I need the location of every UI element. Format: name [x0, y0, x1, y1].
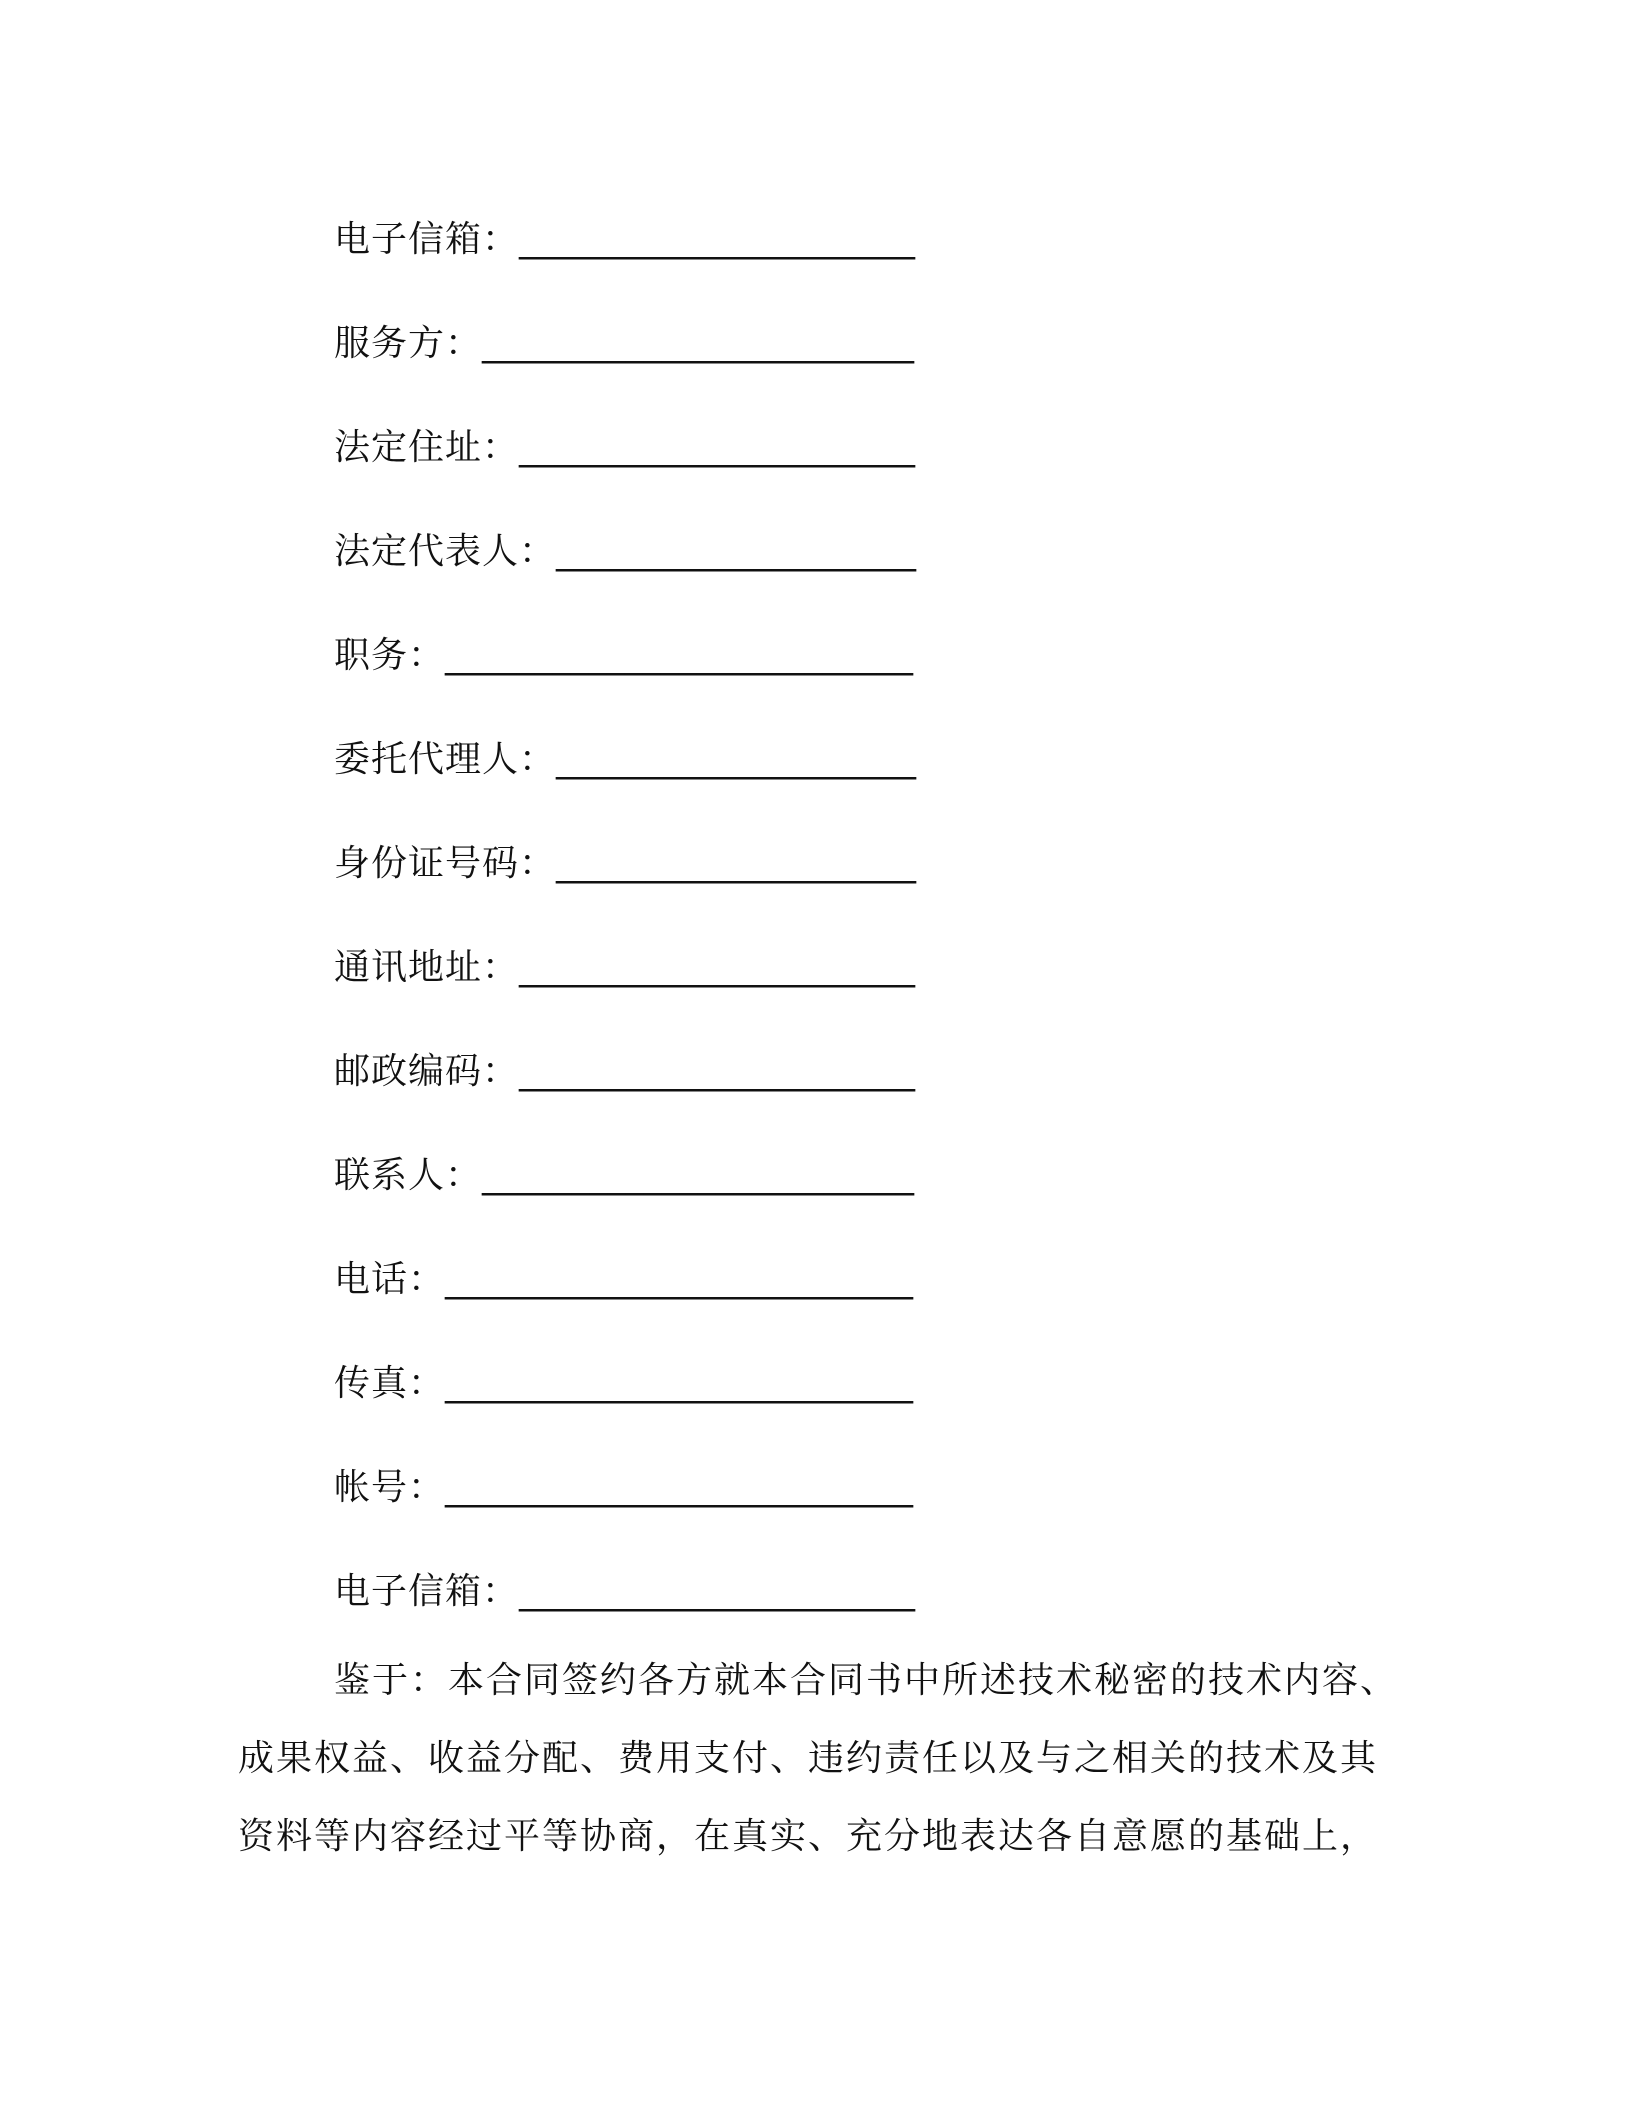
field-label: 委托代理人：: [334, 739, 557, 780]
field-label: 法定代表人：: [334, 531, 557, 572]
field-row-service-party: [334, 292, 1334, 396]
field-row-legal-representative: [334, 500, 1334, 604]
field-label: 电子信箱：: [334, 219, 520, 260]
field-label: 法定住址：: [334, 427, 520, 468]
field-label: 身份证号码：: [334, 843, 557, 884]
field-row-email-2: [334, 1540, 1334, 1644]
field-blank-line: __________________________: [445, 635, 914, 676]
field-label: 服务方：: [334, 323, 483, 364]
field-row-fax: [334, 1332, 1334, 1436]
field-label: 电子信箱：: [334, 1571, 520, 1612]
field-blank-line: ______________________: [519, 219, 916, 260]
field-row-account-number: [334, 1436, 1334, 1540]
field-blank-line: ____________________: [556, 843, 917, 884]
contract-party-fields: [334, 188, 1334, 1644]
field-row-phone: [334, 1228, 1334, 1332]
field-blank-line: ______________________: [519, 427, 916, 468]
field-blank-line: ______________________: [519, 1051, 916, 1092]
field-label: 传真：: [334, 1363, 446, 1404]
field-label: 电话：: [334, 1259, 446, 1300]
field-row-authorized-agent: [334, 708, 1334, 812]
field-row-email: [334, 188, 1334, 292]
field-label: 联系人：: [334, 1155, 483, 1196]
field-blank-line: ________________________: [482, 323, 915, 364]
whereas-paragraph: [238, 1642, 1398, 1876]
paragraph-line: 成果权益、收益分配、费用支付、违约责任以及与之相关的技术及其: [238, 1738, 1379, 1779]
field-row-postal-code: [334, 1020, 1334, 1124]
field-blank-line: __________________________: [445, 1363, 914, 1404]
field-row-contact-person: [334, 1124, 1334, 1228]
field-row-legal-address: [334, 396, 1334, 500]
paragraph-line: 鉴于：本合同签约各方就本合同书中所述技术秘密的技术内容、: [334, 1660, 1399, 1701]
field-blank-line: __________________________: [445, 1259, 914, 1300]
field-row-id-number: [334, 812, 1334, 916]
field-label: 邮政编码：: [334, 1051, 520, 1092]
field-blank-line: __________________________: [445, 1467, 914, 1508]
paragraph-line: 资料等内容经过平等协商，在真实、充分地表达各自意愿的基础上，: [238, 1816, 1379, 1857]
field-blank-line: ______________________: [519, 1571, 916, 1612]
field-blank-line: ____________________: [556, 739, 917, 780]
field-row-mailing-address: [334, 916, 1334, 1020]
field-row-position: [334, 604, 1334, 708]
field-label: 通讯地址：: [334, 947, 520, 988]
field-label: 帐号：: [334, 1467, 446, 1508]
field-label: 职务：: [334, 635, 446, 676]
field-blank-line: ____________________: [556, 531, 917, 572]
field-blank-line: ________________________: [482, 1155, 915, 1196]
field-blank-line: ______________________: [519, 947, 916, 988]
